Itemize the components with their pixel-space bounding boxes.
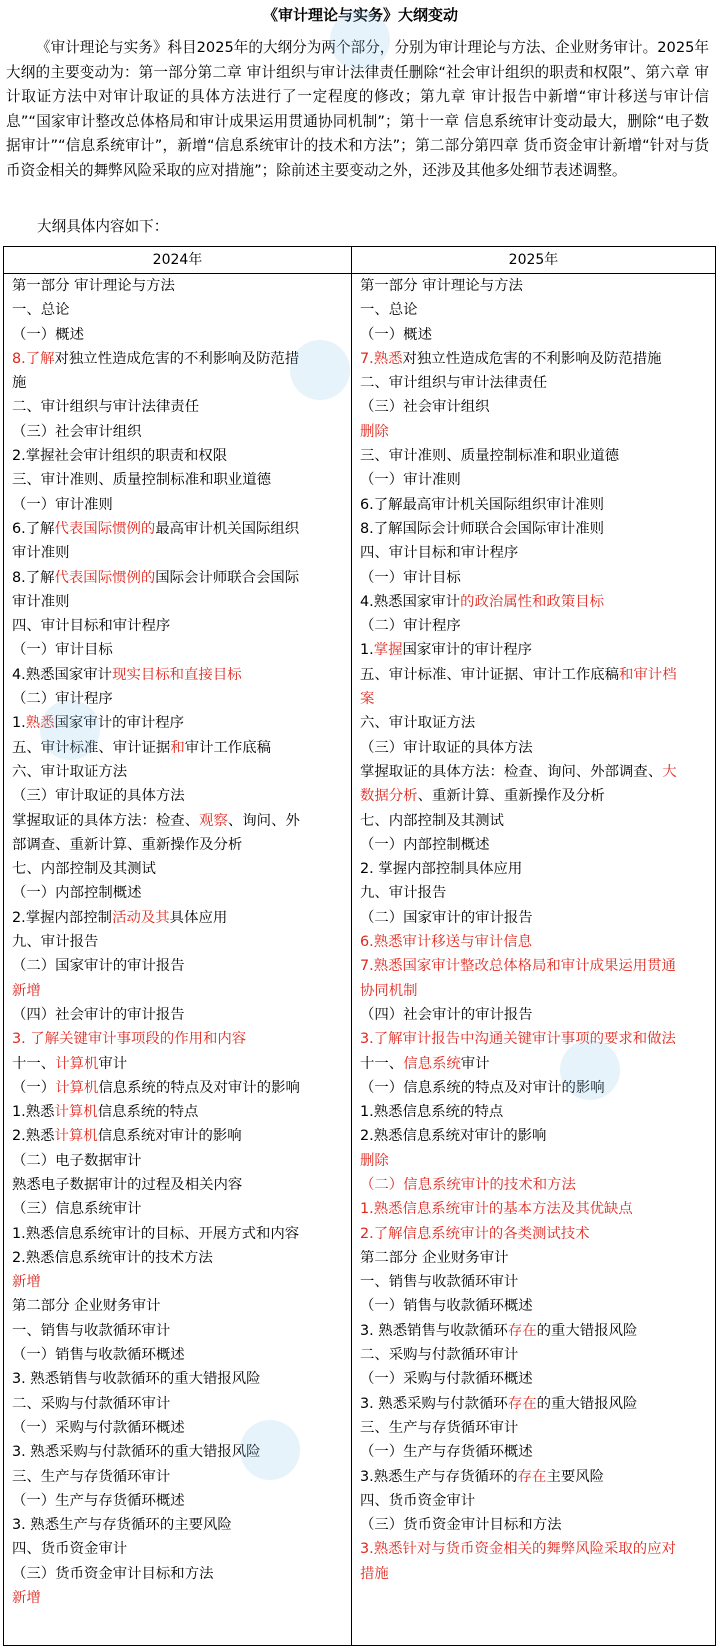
outline-text: 三、审计准则、质量控制标准和职业道德 bbox=[360, 448, 620, 465]
outline-text: 8.了解 bbox=[12, 569, 55, 586]
outline-text: （三）社会审计组织 bbox=[12, 423, 142, 440]
outline-text: 2.熟悉 bbox=[12, 1128, 55, 1145]
outline-text: 1.熟悉信息系统审计的目标、开展方式和内容 bbox=[12, 1225, 300, 1242]
outline-text: 2.熟悉信息系统对审计的影响 bbox=[360, 1128, 547, 1145]
outline-text: （二）电子数据审计 bbox=[12, 1152, 142, 1169]
outline-text: 1.熟悉信息系统的特点 bbox=[360, 1104, 504, 1121]
outline-line bbox=[12, 468, 342, 492]
outline-text: （三）审计取证的具体方法 bbox=[12, 788, 185, 805]
outline-line bbox=[12, 857, 342, 881]
outline-line bbox=[12, 1149, 342, 1173]
outline-line bbox=[360, 1343, 708, 1367]
changed-text: 的政治属性和政策目标 bbox=[460, 593, 604, 610]
outline-text: 第二部分 企业财务审计 bbox=[360, 1249, 509, 1266]
changed-text: 和 bbox=[170, 739, 185, 756]
outline-line bbox=[12, 1124, 342, 1148]
outline-text: 审计准则 bbox=[12, 545, 70, 562]
outline-text: 部调查、重新计算、重新操作及分析 bbox=[12, 836, 243, 853]
outline-text: （一）概述 bbox=[12, 326, 84, 343]
outline-line bbox=[12, 566, 342, 590]
outline-line bbox=[12, 881, 342, 905]
outline-text: （二）审计程序 bbox=[360, 618, 461, 635]
outline-text: 第一部分 审计理论与方法 bbox=[12, 278, 175, 294]
outline-line bbox=[12, 638, 342, 662]
outline-text: 1. bbox=[12, 715, 26, 732]
outline-line bbox=[360, 566, 708, 590]
outline-line bbox=[12, 1222, 342, 1246]
outline-text: 2. 掌握内部控制具体应用 bbox=[360, 861, 523, 878]
outline-line bbox=[12, 1270, 342, 1294]
outline-line bbox=[360, 1124, 708, 1148]
outline-text: 十一、 bbox=[360, 1055, 404, 1072]
outline-line bbox=[360, 833, 708, 857]
outline-text: （二）国家审计的审计报告 bbox=[12, 958, 185, 975]
outline-text: 一、销售与收款循环审计 bbox=[12, 1322, 171, 1339]
outline-text: （一）采购与付款循环概述 bbox=[360, 1371, 533, 1388]
outline-text: （一）销售与收款循环概述 bbox=[360, 1298, 533, 1315]
changed-text: 掌握 bbox=[373, 642, 403, 659]
outline-line bbox=[12, 833, 342, 857]
outline-text: 第一部分 审计理论与方法 bbox=[360, 278, 523, 294]
changed-text: 新增 bbox=[12, 982, 41, 999]
outline-line bbox=[360, 590, 708, 614]
outline-line bbox=[360, 809, 708, 833]
outline-text: 国家审计的审计程序 bbox=[54, 715, 185, 732]
outline-line bbox=[12, 444, 342, 468]
outline-line bbox=[12, 614, 342, 638]
intro-paragraph: 《审计理论与实务》科目2025年的大纲分为两个部分，分别为审计理论与方法、企业财务审计。2025年大纲的主要变动为：第一部分第二章 审计组织与审计法律责任删除“社会审计组织的职责和权限”、第六章 审计取证方法中对审计取证的具体方法进行了一定程度的修改；第九章 审计报告中新增“审计移送与审计信息”“国家审计整改总体格局和审计成果运用贯通协同机制”；第十一章 信息系统审计变动最大，删除“电子数据审计”“信息系统审计”，新增“信息系统审计的技术和方法”；第二部分第四章 货币资金审计新增“针对与货币资金相关的舞弊风险采取的应对措施”；除前述主要变动之外，还涉及其他多处细节表述调整。 bbox=[6, 39, 709, 179]
changed-text: 存在 bbox=[517, 1468, 547, 1485]
outline-line bbox=[12, 1003, 342, 1027]
changed-text: 计算机 bbox=[54, 1104, 98, 1121]
outline-text: 4.熟悉国家审计 bbox=[12, 666, 113, 683]
outline-line bbox=[360, 1319, 708, 1343]
outline-line bbox=[360, 614, 708, 638]
outline-line bbox=[12, 1562, 342, 1586]
outline-text: 二、采购与付款循环审计 bbox=[360, 1347, 519, 1364]
outline-line bbox=[360, 1416, 708, 1440]
outline-line bbox=[12, 323, 342, 347]
changed-text: 删除 bbox=[360, 1152, 389, 1169]
outline-text: 一、销售与收款循环审计 bbox=[360, 1274, 519, 1291]
outline-line bbox=[12, 736, 342, 760]
changed-text: 计算机 bbox=[54, 1128, 98, 1145]
outline-text: 四、货币资金审计 bbox=[360, 1492, 476, 1509]
outline-line bbox=[12, 395, 342, 419]
outline-line bbox=[360, 1222, 708, 1246]
changed-text: 数据分析 bbox=[360, 788, 418, 805]
outline-text: 4.熟悉国家审计 bbox=[360, 593, 461, 610]
changed-text: 计算机 bbox=[55, 1055, 99, 1072]
outline-line bbox=[360, 1173, 708, 1197]
subheading: 大纲具体内容如下： bbox=[37, 218, 169, 235]
outline-line bbox=[12, 1246, 342, 1270]
outline-text: 第二部分 企业财务审计 bbox=[12, 1298, 161, 1315]
outline-text: 四、货币资金审计 bbox=[12, 1541, 128, 1558]
outline-text: 二、采购与付款循环审计 bbox=[12, 1395, 171, 1412]
outline-text: （三）信息系统审计 bbox=[12, 1201, 142, 1218]
changed-text: 协同机制 bbox=[360, 982, 418, 999]
outline-line bbox=[360, 1027, 708, 1051]
outline-line bbox=[12, 1173, 342, 1197]
outline-text: 、重新计算、重新操作及分析 bbox=[417, 788, 605, 805]
changed-text: 熟悉 bbox=[25, 715, 55, 732]
outline-line bbox=[360, 1270, 708, 1294]
outline-text: 三、生产与存货循环审计 bbox=[360, 1419, 519, 1436]
changed-text: 3.熟悉针对与货币资金相关的舞弊风险采取的应对 bbox=[360, 1541, 676, 1558]
outline-text: 五、审计标准、审计证据 bbox=[12, 739, 171, 756]
outline-line bbox=[360, 420, 708, 444]
outline-line bbox=[360, 1052, 708, 1076]
page-title: 《审计理论与实务》大纲变动 bbox=[262, 6, 458, 24]
outline-text: 审计 bbox=[460, 1055, 490, 1072]
outline-line bbox=[360, 274, 708, 298]
outline-line bbox=[360, 1197, 708, 1221]
outline-line bbox=[12, 711, 342, 735]
outline-line bbox=[12, 906, 342, 930]
outline-line bbox=[12, 1489, 342, 1513]
outline-line bbox=[12, 1392, 342, 1416]
outline-text: 3. 熟悉销售与收款循环的重大错报风险 bbox=[12, 1371, 261, 1388]
outline-line bbox=[12, 1343, 342, 1367]
changed-text: 7.熟悉国家审计整改总体格局和审计成果运用贯通 bbox=[360, 958, 676, 975]
changed-text: 观察 bbox=[199, 812, 228, 829]
outline-text: （三）社会审计组织 bbox=[360, 399, 490, 416]
outline-line bbox=[12, 1465, 342, 1489]
outline-line bbox=[360, 347, 708, 371]
outline-line bbox=[360, 298, 708, 322]
outline-line bbox=[360, 1465, 708, 1489]
outline-line bbox=[360, 468, 708, 492]
outline-line bbox=[12, 663, 342, 687]
outline-text: （二）国家审计的审计报告 bbox=[360, 909, 533, 926]
outline-line bbox=[360, 1294, 708, 1318]
outline-line bbox=[12, 298, 342, 322]
outline-line bbox=[360, 371, 708, 395]
outline-text: 1. bbox=[360, 642, 374, 659]
outline-line bbox=[360, 711, 708, 735]
outline-text: 一、总论 bbox=[360, 302, 418, 319]
outline-line bbox=[360, 1076, 708, 1100]
outline-line bbox=[360, 493, 708, 517]
outline-text: 一、总论 bbox=[12, 302, 70, 319]
changed-text: 新增 bbox=[12, 1590, 41, 1607]
outline-line bbox=[12, 1319, 342, 1343]
outline-text: 具体应用 bbox=[169, 909, 228, 926]
outline-text: 二、审计组织与审计法律责任 bbox=[360, 375, 548, 392]
outline-text: （一）信息系统的特点及对审计的影响 bbox=[360, 1079, 605, 1096]
outline-line bbox=[12, 371, 342, 395]
changed-text: 3. 了解关键审计事项段的作用和内容 bbox=[12, 1031, 247, 1048]
changed-text: 8.了解 bbox=[12, 350, 55, 367]
changed-text: 信息系统 bbox=[403, 1055, 461, 1072]
outline-line bbox=[12, 760, 342, 784]
changed-text: 1.熟悉信息系统审计的基本方法及其优缺点 bbox=[360, 1201, 633, 1218]
changed-text: 存在 bbox=[507, 1395, 537, 1412]
changed-text: 新增 bbox=[12, 1274, 41, 1291]
outline-text: 六、审计取证方法 bbox=[360, 715, 476, 732]
outline-text: 信息系统对审计的影响 bbox=[97, 1128, 242, 1145]
outline-line bbox=[12, 420, 342, 444]
outline-line bbox=[360, 395, 708, 419]
changed-text: 2.了解信息系统审计的各类测试技术 bbox=[360, 1225, 590, 1242]
outline-line bbox=[360, 1246, 708, 1270]
outline-text: 十一、 bbox=[12, 1055, 56, 1072]
outline-text: 信息系统的特点 bbox=[97, 1104, 199, 1121]
outline-text: 的重大错报风险 bbox=[536, 1322, 638, 1339]
outline-line bbox=[360, 663, 708, 687]
outline-text: （三）货币资金审计目标和方法 bbox=[12, 1565, 214, 1582]
outline-text: 的重大错报风险 bbox=[536, 1395, 638, 1412]
outline-text: 2.熟悉信息系统审计的技术方法 bbox=[12, 1249, 213, 1266]
changed-text: 7.熟悉 bbox=[360, 350, 403, 367]
outline-line bbox=[360, 784, 708, 808]
outline-line bbox=[12, 1416, 342, 1440]
outline-line bbox=[12, 1537, 342, 1561]
outline-line bbox=[360, 1562, 708, 1586]
outline-line bbox=[12, 274, 342, 298]
changed-text: （二）信息系统审计的技术和方法 bbox=[360, 1176, 576, 1193]
outline-line bbox=[360, 541, 708, 565]
outline-line bbox=[12, 1100, 342, 1124]
header-2025: 2025年 bbox=[508, 252, 559, 268]
outline-text: 熟悉电子数据审计的过程及相关内容 bbox=[12, 1176, 243, 1193]
outline-line bbox=[12, 1367, 342, 1391]
outline-line bbox=[360, 857, 708, 881]
changed-text: 3.了解审计报告中沟通关键审计事项的要求和做法 bbox=[360, 1031, 676, 1048]
outline-text: （一）内部控制概述 bbox=[12, 885, 142, 902]
changed-text: 措施 bbox=[360, 1565, 389, 1582]
outline-text: （一）审计目标 bbox=[12, 642, 113, 659]
outline-text: 国家审计的审计程序 bbox=[402, 642, 533, 659]
outline-text: 三、审计准则、质量控制标准和职业道德 bbox=[12, 472, 272, 489]
outline-line bbox=[12, 930, 342, 954]
outline-line bbox=[360, 760, 708, 784]
outline-text: 2.掌握社会审计组织的职责和权限 bbox=[12, 448, 228, 465]
outline-text: 审计 bbox=[98, 1055, 128, 1072]
outline-line bbox=[360, 1513, 708, 1537]
outline-text: （一）生产与存货循环概述 bbox=[12, 1492, 185, 1509]
outline-line bbox=[360, 323, 708, 347]
changed-text: 删除 bbox=[360, 423, 389, 440]
outline-text: 七、内部控制及其测试 bbox=[360, 812, 504, 829]
outline-text: （一）生产与存货循环概述 bbox=[360, 1444, 533, 1461]
outline-line bbox=[360, 1489, 708, 1513]
outline-line bbox=[12, 1052, 342, 1076]
outline-text: （四）社会审计的审计报告 bbox=[360, 1006, 533, 1023]
outline-line bbox=[360, 687, 708, 711]
comparison-table bbox=[3, 246, 716, 1646]
outline-line bbox=[12, 1586, 342, 1610]
outline-line bbox=[360, 1100, 708, 1124]
outline-text: （一）审计准则 bbox=[12, 496, 113, 513]
outline-text: 6.了解 bbox=[12, 520, 55, 537]
outline-text: 三、生产与存货循环审计 bbox=[12, 1468, 171, 1485]
outline-line bbox=[360, 517, 708, 541]
outline-text: 国际会计师联合会国际 bbox=[155, 569, 300, 586]
outline-text: 施 bbox=[12, 375, 27, 392]
outline-line bbox=[12, 541, 342, 565]
outline-line bbox=[360, 1003, 708, 1027]
column-divider bbox=[351, 247, 352, 1645]
outline-text: 信息系统的特点及对审计的影响 bbox=[98, 1079, 300, 1096]
changed-text: 案 bbox=[360, 691, 375, 708]
outline-text: 3.熟悉生产与存货循环的 bbox=[360, 1468, 518, 1485]
outline-line bbox=[12, 1513, 342, 1537]
outline-text: 审计准则 bbox=[12, 593, 70, 610]
outline-text: 九、审计报告 bbox=[360, 885, 447, 902]
outline-line bbox=[12, 979, 342, 1003]
outline-text: （三）审计取证的具体方法 bbox=[360, 739, 533, 756]
outline-text: 最高审计机关国际组织 bbox=[155, 520, 300, 537]
changed-text: 6.熟悉审计移送与审计信息 bbox=[360, 934, 533, 951]
changed-text: 计算机 bbox=[55, 1079, 99, 1096]
outline-text: 6.了解最高审计机关国际组织审计准则 bbox=[360, 496, 604, 513]
outline-line bbox=[360, 1367, 708, 1391]
outline-line bbox=[12, 1027, 342, 1051]
outline-text: 3. 熟悉销售与收款循环 bbox=[360, 1322, 508, 1339]
outline-line bbox=[360, 1440, 708, 1464]
outline-line bbox=[360, 954, 708, 978]
column-2025 bbox=[360, 274, 708, 1586]
outline-line bbox=[360, 979, 708, 1003]
outline-text: 审计工作底稿 bbox=[184, 739, 272, 756]
outline-line bbox=[12, 1440, 342, 1464]
outline-text: （三）货币资金审计目标和方法 bbox=[360, 1517, 562, 1534]
outline-text: 掌握取证的具体方法：检查、 bbox=[12, 812, 200, 829]
outline-line bbox=[12, 954, 342, 978]
outline-text: 九、审计报告 bbox=[12, 934, 99, 951]
header-2024: 2024年 bbox=[152, 252, 203, 268]
changed-text: 大 bbox=[662, 763, 677, 780]
outline-text: 四、审计目标和审计程序 bbox=[12, 618, 171, 635]
outline-text: 五、审计标准、审计证据、审计工作底稿 bbox=[360, 666, 620, 683]
outline-line bbox=[360, 1537, 708, 1561]
outline-line bbox=[360, 736, 708, 760]
outline-text: （四）社会审计的审计报告 bbox=[12, 1006, 185, 1023]
changed-text: 代表国际惯例的 bbox=[54, 569, 156, 586]
outline-text: 六、审计取证方法 bbox=[12, 763, 128, 780]
outline-line bbox=[360, 881, 708, 905]
outline-line bbox=[360, 1392, 708, 1416]
outline-line bbox=[360, 906, 708, 930]
outline-line bbox=[360, 444, 708, 468]
changed-text: 现实目标和直接目标 bbox=[112, 666, 242, 683]
outline-line bbox=[12, 687, 342, 711]
outline-text: （一）审计目标 bbox=[360, 569, 461, 586]
changed-text: 存在 bbox=[507, 1322, 537, 1339]
outline-line bbox=[12, 809, 342, 833]
outline-text: 对独立性造成危害的不利影响及防范措 bbox=[54, 350, 300, 367]
outline-text: 、询问、外 bbox=[227, 812, 300, 829]
outline-text: （一）概述 bbox=[360, 326, 432, 343]
outline-text: 3. 熟悉生产与存货循环的主要风险 bbox=[12, 1517, 232, 1534]
outline-line bbox=[12, 1197, 342, 1221]
outline-text: 8.了解国际会计师联合会国际审计准则 bbox=[360, 520, 604, 537]
outline-line bbox=[360, 1149, 708, 1173]
outline-line bbox=[12, 784, 342, 808]
outline-text: 对独立性造成危害的不利影响及防范措施 bbox=[402, 350, 662, 367]
outline-text: 四、审计目标和审计程序 bbox=[360, 545, 519, 562]
changed-text: 代表国际惯例的 bbox=[54, 520, 156, 537]
outline-line bbox=[360, 930, 708, 954]
outline-line bbox=[12, 1076, 342, 1100]
outline-text: 3. 熟悉采购与付款循环的重大错报风险 bbox=[12, 1444, 261, 1461]
outline-text: 主要风险 bbox=[546, 1468, 605, 1485]
outline-line bbox=[12, 517, 342, 541]
outline-text: 2.掌握内部控制 bbox=[12, 909, 113, 926]
outline-line bbox=[12, 590, 342, 614]
outline-text: 1.熟悉 bbox=[12, 1104, 55, 1121]
outline-text: 七、内部控制及其测试 bbox=[12, 861, 156, 878]
outline-text: （一）采购与付款循环概述 bbox=[12, 1419, 185, 1436]
outline-text: 掌握取证的具体方法：检查、询问、外部调查、 bbox=[360, 763, 663, 780]
outline-line bbox=[12, 493, 342, 517]
outline-line bbox=[360, 638, 708, 662]
changed-text: 和审计档 bbox=[619, 666, 677, 683]
outline-text: （二）审计程序 bbox=[12, 691, 113, 708]
outline-text: （一）内部控制概述 bbox=[360, 836, 490, 853]
outline-text: （一）销售与收款循环概述 bbox=[12, 1347, 185, 1364]
changed-text: 活动及其 bbox=[112, 909, 170, 926]
outline-text: （一） bbox=[12, 1079, 56, 1096]
outline-text: 3. 熟悉采购与付款循环 bbox=[360, 1395, 508, 1412]
column-2024 bbox=[12, 274, 342, 1610]
outline-text: 二、审计组织与审计法律责任 bbox=[12, 399, 200, 416]
outline-line bbox=[12, 1294, 342, 1318]
outline-line bbox=[12, 347, 342, 371]
outline-text: （一）审计准则 bbox=[360, 472, 461, 489]
